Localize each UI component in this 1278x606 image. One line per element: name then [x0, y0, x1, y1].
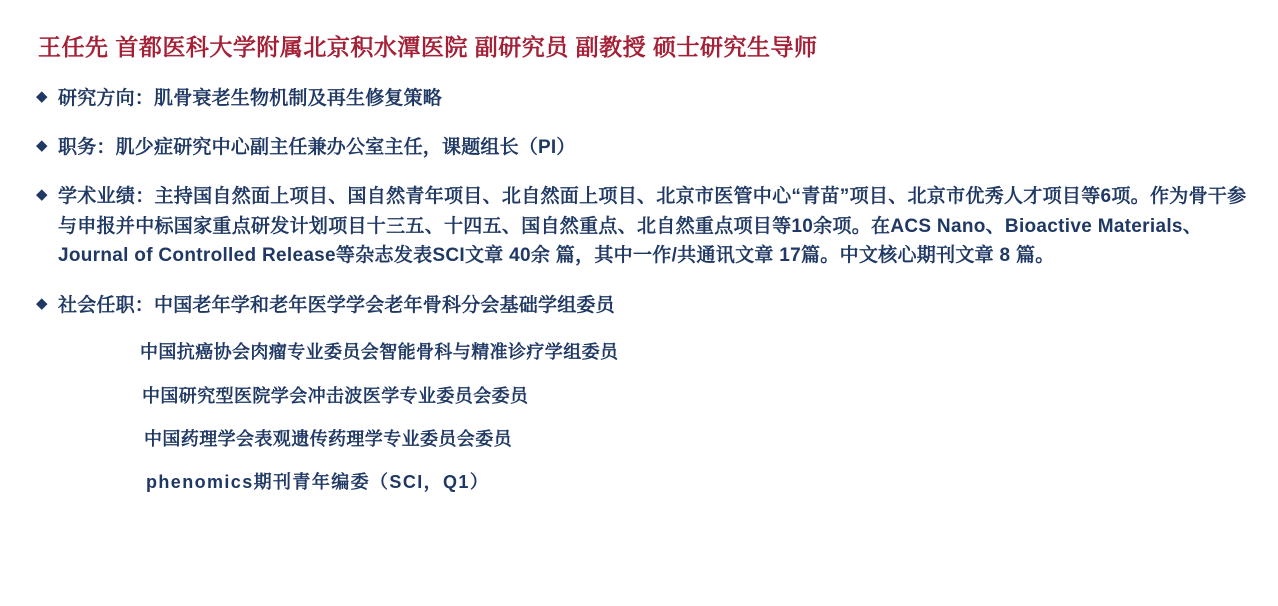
- bullet-text-academic-achievements: 学术业绩：主持国自然面上项目、国自然青年项目、北自然面上项目、北京市医管中心“青苗”项目、北京市优秀人才项目等6项。作为骨干参与申报并中标国家重点研发计划项目十三五、十四五、国自然重点、北自然重点项目等10余项。在ACS Nano、Bioactive Materials、Journal of Controlled Release等杂志发表SCI文章 40余 篇，其中一作/共通讯文章 17篇。中文核心期刊文章 8 篇。: [58, 186, 1247, 267]
- list-item: 中国抗癌协会肉瘤专业委员会智能骨科与精准诊疗学组委员: [140, 342, 619, 363]
- list-item: 中国研究型医院学会冲击波医学专业委员会委员: [142, 385, 529, 406]
- bullet-item-position: [36, 133, 1248, 162]
- diamond-bullet-icon: ◆: [36, 137, 48, 155]
- list-item: phenomics期刊青年编委（SCI，Q1）: [146, 472, 490, 493]
- bullet-item-research-direction: [36, 84, 1248, 113]
- bullet-text-research-direction: 研究方向：肌骨衰老生物机制及再生修复策略: [58, 87, 443, 109]
- diamond-bullet-icon: ◆: [36, 87, 48, 105]
- social-roles-list: [96, 340, 1248, 494]
- bullet-item-academic-achievements: [36, 182, 1248, 270]
- bullet-item-social-roles: [36, 291, 1248, 320]
- page-title: 王任先 首都医科大学附属北京积水潭医院 副研究员 副教授 硕士研究生导师: [38, 34, 818, 60]
- diamond-bullet-icon: ◆: [36, 294, 48, 312]
- bullet-text-social-roles: 社会任职：中国老年学和老年医学学会老年骨科分会基础学组委员: [58, 294, 615, 316]
- diamond-bullet-icon: ◆: [36, 186, 48, 204]
- bullet-text-position: 职务：肌少症研究中心副主任兼办公室主任，课题组长（PI）: [58, 137, 576, 159]
- list-item: 中国药理学会表观遗传药理学专业委员会委员: [144, 428, 512, 449]
